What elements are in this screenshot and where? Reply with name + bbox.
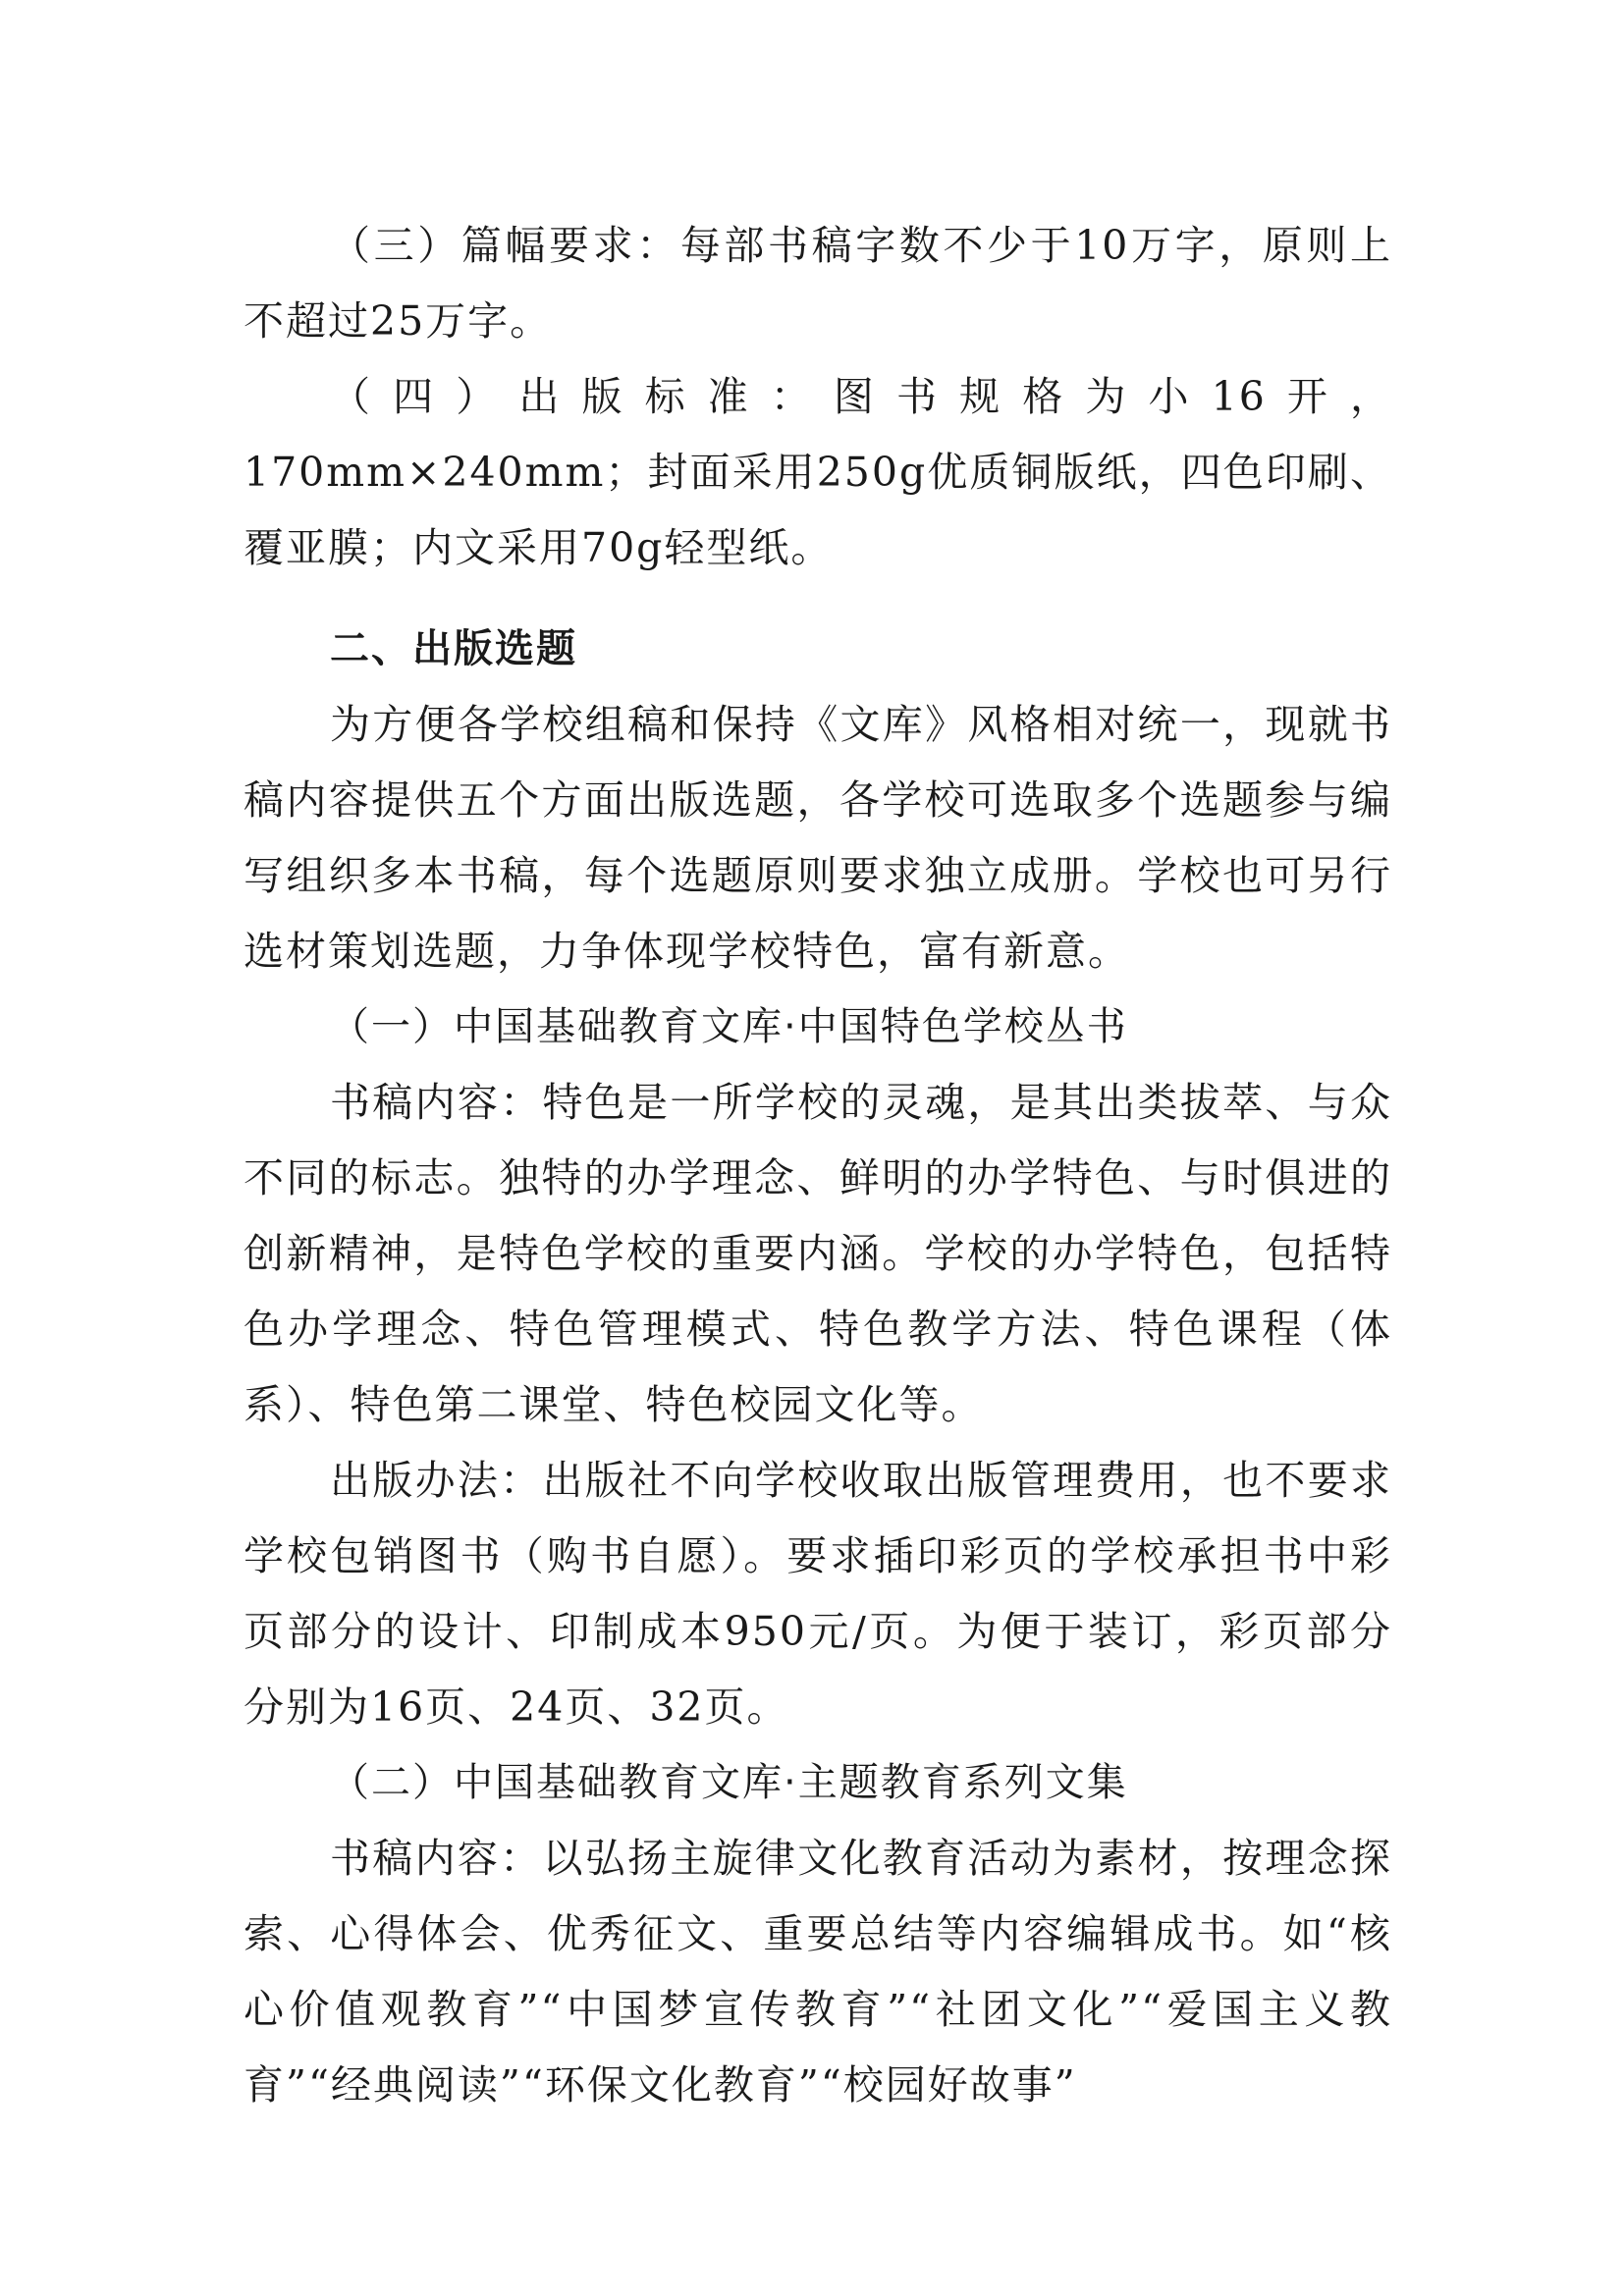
paragraph-length-requirement [244,208,1392,359]
text-publishing-standard: 图书规格为小16开，170mm×240mm；封面采用250g优质铜版纸，四色印刷、覆亚膜；内文采用70g轻型纸。 [244,373,1393,571]
text-topic1-method: 出版社不向学校收取出版管理费用，也不要求学校包销图书（购书自愿）。要求插印彩页的学校承担书中彩页部分的设计、印制成本950元/页。为便于装订，彩页部分分别为16页、24页、32页。 [244,1457,1393,1731]
label-topic1-method: 出版办法： [330,1457,543,1504]
paragraph-topic2-content [244,1821,1392,2123]
text-topic1-content: 特色是一所学校的灵魂，是其出类拔萃、与众不同的标志。独特的办学理念、鲜明的办学特色、与时俱进的创新精神，是特色学校的重要内涵。学校的办学特色，包括特色办学理念、特色管理模式、特色教学方法、特色课程（体系）、特色第二课堂、特色校园文化等。 [244,1079,1393,1428]
text-length-requirement: 每部书稿字数不少于10万字，原则上不超过25万字。 [244,222,1393,345]
text-topic2-content: 以弘扬主旋律文化教育活动为素材，按理念探索、心得体会、优秀征文、重要总结等内容编辑成书。如“核心价值观教育”“中国梦宣传教育”“社团文化”“爱国主义教育”“经典阅读”“环保文化教育”“校园好故事” [244,1835,1393,2109]
topic1-title: （一）中国基础教育文库·中国特色学校丛书 [330,1004,1128,1049]
document-body [244,208,1392,2123]
label-topic2-content: 书稿内容： [330,1835,543,1882]
paragraph-topic1-method [244,1443,1392,1745]
paragraph-publishing-standard [244,359,1392,586]
label-publishing-standard: （四）出版标准： [330,373,834,420]
topic2-title: （二）中国基础教育文库·主题教育系列文集 [330,1760,1128,1805]
section-heading-topics: 二、出版选题 [330,626,577,671]
label-topic1-content: 书稿内容： [330,1079,543,1126]
paragraph-topic1-content [244,1065,1392,1443]
label-length-requirement: （三）篇幅要求： [330,222,680,269]
paragraph-topics-intro: 为方便各学校组稿和保持《文库》风格相对统一，现就书稿内容提供五个方面出版选题，各学校可选取多个选题参与编写组织多本书稿，每个选题原则要求独立成册。学校也可另行选材策划选题，力争体现学校特色，富有新意。 [244,701,1392,975]
